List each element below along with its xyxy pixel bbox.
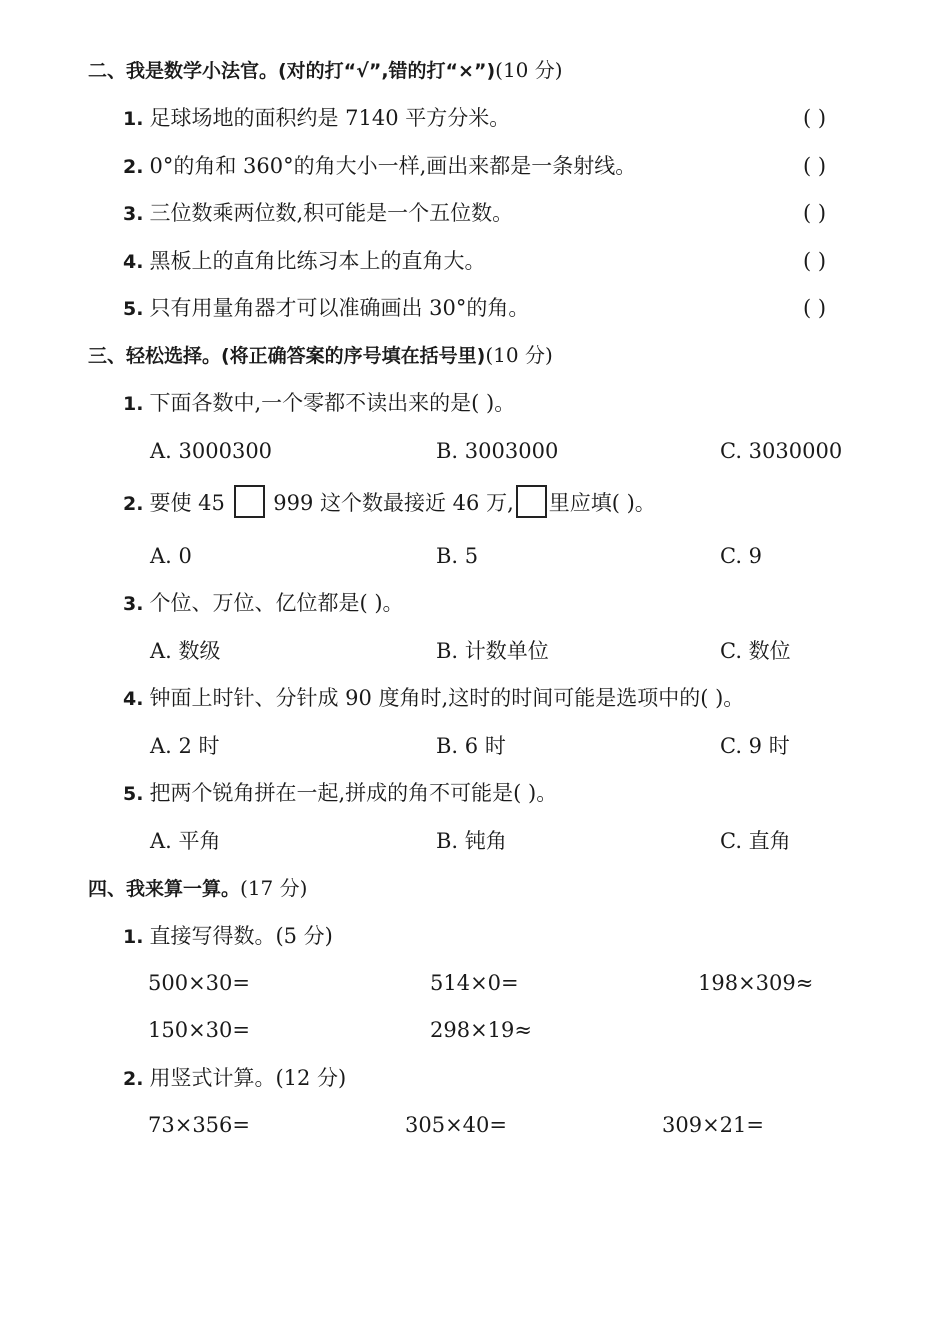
tf-item-num: 4.	[123, 251, 144, 273]
blank-box[interactable]	[516, 485, 547, 518]
choice-question-3	[123, 589, 404, 618]
section4-heading	[88, 874, 307, 903]
tf-answer-bracket-2[interactable]: ( )	[803, 154, 827, 178]
calc-expression: 514×0=	[430, 971, 519, 995]
question-text-part-c: 里应填( )。	[548, 491, 656, 515]
tf-item-1	[123, 104, 510, 133]
option-a: A. 3000300	[150, 439, 273, 463]
calc-expression: 298×19≈	[430, 1018, 532, 1042]
tf-item-text: 0°的角和 360°的角大小一样,画出来都是一条射线。	[149, 154, 637, 178]
option-a: A. 数级	[150, 639, 221, 663]
option-c: C. 数位	[720, 639, 791, 663]
choice-question-4	[123, 684, 744, 713]
tf-item-5	[123, 294, 529, 323]
tf-item-num: 3.	[123, 203, 144, 225]
question-num: 1.	[123, 393, 144, 415]
question-text: 下面各数中,一个零都不读出来的是( )。	[149, 391, 516, 415]
section2-score: (10 分)	[495, 58, 563, 82]
question-num: 3.	[123, 593, 144, 615]
question-text: 钟面上时针、分针成 90 度角时,这时的时间可能是选项中的( )。	[149, 686, 745, 710]
calc-expression: 309×21=	[662, 1113, 764, 1137]
tf-item-4	[123, 247, 485, 276]
question-text: 把两个锐角拼在一起,拼成的角不可能是( )。	[149, 781, 558, 805]
calc-expression: 150×30=	[148, 1018, 250, 1042]
section3-score: (10 分)	[485, 343, 553, 367]
tf-item-2	[123, 152, 636, 181]
option-a: A. 2 时	[150, 734, 220, 758]
section3-heading	[88, 341, 553, 370]
tf-item-text: 只有用量角器才可以准确画出 30°的角。	[149, 296, 530, 320]
choice-question-1	[123, 389, 515, 418]
calc-part-1	[123, 922, 333, 951]
option-c: C. 9 时	[720, 734, 790, 758]
calc-expression: 500×30=	[148, 971, 250, 995]
part-num: 2.	[123, 1068, 144, 1090]
question-num: 5.	[123, 783, 144, 805]
section3-title: 三、轻松选择。(将正确答案的序号填在括号里)	[88, 345, 486, 367]
tf-item-text: 黑板上的直角比练习本上的直角大。	[149, 249, 486, 273]
calc-expression: 73×356=	[148, 1113, 250, 1137]
tf-answer-bracket-3[interactable]: ( )	[803, 201, 827, 225]
calc-expression: 305×40=	[405, 1113, 507, 1137]
section4-score: (17 分)	[240, 876, 308, 900]
question-num: 4.	[123, 688, 144, 710]
option-b: B. 6 时	[436, 734, 506, 758]
option-b: B. 计数单位	[436, 639, 549, 663]
option-a: A. 平角	[150, 829, 221, 853]
choice-question-5	[123, 779, 557, 808]
question-text-part-a: 要使 45	[149, 491, 225, 515]
tf-item-3	[123, 199, 513, 228]
section2-heading	[88, 56, 563, 85]
section2-title: 二、我是数学小法官。(对的打“√”,错的打“×”)	[88, 60, 496, 82]
tf-answer-bracket-5[interactable]: ( )	[803, 296, 827, 320]
tf-item-text: 足球场地的面积约是 7140 平方分米。	[149, 106, 511, 130]
blank-box[interactable]	[234, 485, 265, 518]
option-b: B. 5	[436, 544, 479, 568]
option-c: C. 直角	[720, 829, 791, 853]
tf-item-num: 5.	[123, 298, 144, 320]
part-text: 用竖式计算。(12 分)	[149, 1066, 347, 1090]
part-num: 1.	[123, 926, 144, 948]
calc-expression: 198×309≈	[698, 971, 814, 995]
tf-item-text: 三位数乘两位数,积可能是一个五位数。	[149, 201, 514, 225]
tf-answer-bracket-4[interactable]: ( )	[803, 249, 827, 273]
option-b: B. 3003000	[436, 439, 559, 463]
choice-question-2	[123, 489, 656, 518]
part-text: 直接写得数。(5 分)	[149, 924, 333, 948]
tf-item-num: 1.	[123, 108, 144, 130]
calc-part-2	[123, 1064, 346, 1093]
option-c: C. 9	[720, 544, 763, 568]
section4-title: 四、我来算一算。	[88, 878, 241, 900]
question-text: 个位、万位、亿位都是( )。	[149, 591, 404, 615]
question-num: 2.	[123, 493, 144, 515]
tf-item-num: 2.	[123, 156, 144, 178]
question-text-part-b: 999 这个数最接近 46 万,	[273, 491, 514, 515]
option-b: B. 钝角	[436, 829, 507, 853]
option-c: C. 3030000	[720, 439, 843, 463]
option-a: A. 0	[150, 544, 192, 568]
tf-answer-bracket-1[interactable]: ( )	[803, 106, 827, 130]
